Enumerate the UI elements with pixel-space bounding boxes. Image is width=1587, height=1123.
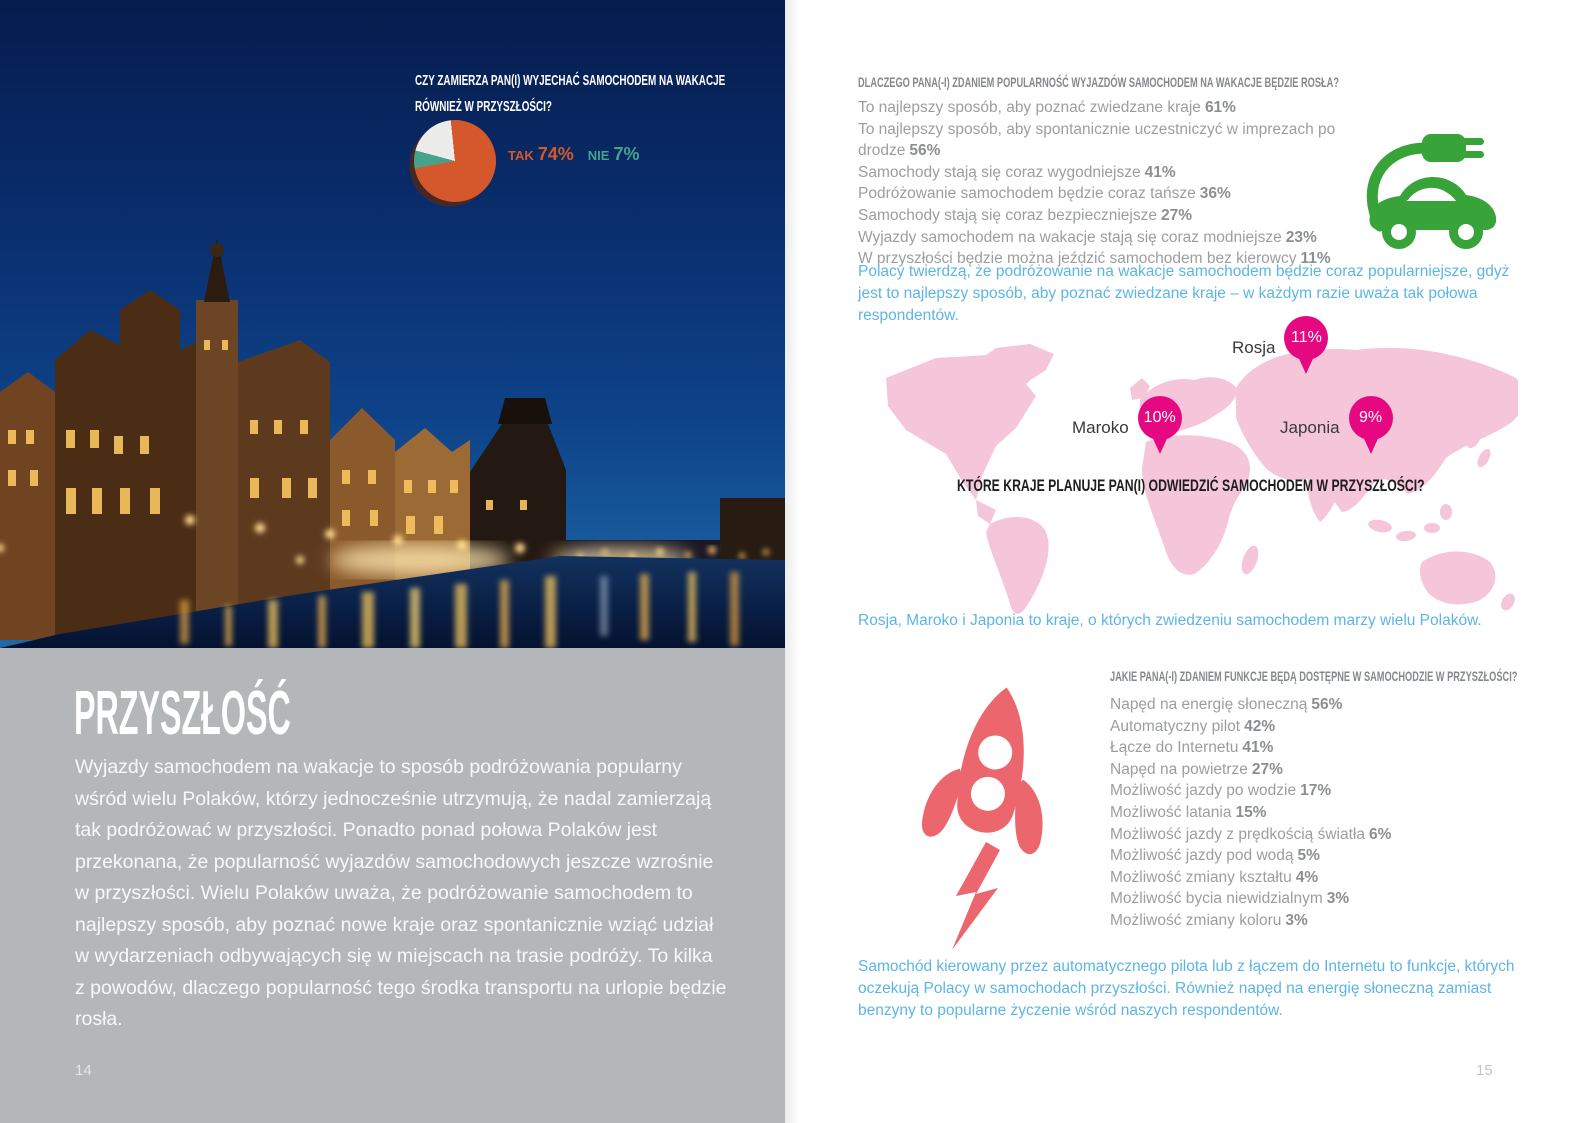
features-list-item [1110,759,1530,781]
reasons-list-item [858,97,1418,119]
feature-label: Możliwość latania [1110,803,1232,821]
map-pin-icon [1349,396,1393,460]
features-heading: JAKIE PANA(-I) ZDANIEM FUNKCJE BĘDĄ DOSTĘPNE W SAMOCHODZIE W PRZYSZŁOŚCI? [1110,668,1518,684]
reason-label: Samochody stają się coraz wygodniejsze [858,163,1141,181]
reasons-list-item [858,183,1418,205]
features-list-item [1110,802,1530,824]
features-summary: Samochód kierowany przez automatycznego pilota lub z łączem do Internetu to funkcje, których oczekują Polacy w samochodach przyszłości. Również napęd na energię słoneczną zamiast benzyny to popularne życzenie wśród naszych respondentów. [858,958,1515,1019]
pie-legend-entry [508,144,574,165]
features-list-item [1110,694,1530,716]
feature-label: Możliwość zmiany kształtu [1110,868,1292,886]
rocket-icon [912,682,1068,954]
map-question: KTÓRE KRAJE PLANUJE PAN(I) ODWIEDZIĆ SAMOCHODEM W PRZYSZŁOŚCI? [957,476,1425,495]
feature-value: 56% [1311,696,1343,713]
features-list-item [1110,824,1530,846]
feature-value: 42% [1244,717,1276,735]
pie-legend [508,144,639,165]
pie-legend-label: TAK [508,148,534,163]
reasons-list-item [858,205,1418,227]
map-pin-japonia [1280,396,1393,460]
reasons-summary: Polacy twierdzą, że podróżowanie na wakacje samochodem będzie coraz popularniejsze, gdyż jest to najlepszy sposób, aby poznać zwiedzane kraje – w każdym razie uważa tak połowa respondentów. [858,263,1510,324]
feature-label: Automatyczny pilot [1110,717,1241,735]
pin-country-label: Maroko [1072,418,1129,437]
page-number-left: 14 [75,1062,92,1079]
feature-label: Możliwość jazdy z prędkością światła [1110,825,1365,843]
pie-legend-value: 74% [537,144,574,164]
photo-survey-question [415,72,785,124]
features-list-item [1110,716,1530,738]
feature-value: 6% [1368,825,1392,843]
feature-value: 5% [1297,847,1320,865]
feature-label: Możliwość jazdy po wodzie [1110,782,1297,800]
features-list-item [1110,888,1530,910]
pie-legend-value: 7% [613,144,640,164]
feature-value: 41% [1242,739,1274,757]
features-list-item [1110,737,1530,759]
feature-label: Napęd na powietrze [1110,760,1248,778]
reason-label: W przyszłości będzie można jeździć samochodem bez kierowcy [858,250,1297,268]
page-spine [785,0,799,1123]
reason-value: 11% [1300,250,1331,268]
feature-label: Możliwość bycia niewidzialnym [1110,890,1323,908]
feature-value: 3% [1285,911,1308,929]
reasons-heading: DLACZEGO PANA(-I) ZDANIEM POPULARNOŚĆ WYJAZDÓW SAMOCHODEM NA WAKACJE BĘDZIE ROSŁA? [858,74,1339,90]
city-night-photo [0,0,785,648]
reasons-list-item [858,162,1418,184]
page-number-right: 15 [1476,1062,1493,1079]
feature-label: Możliwość jazdy pod wodą [1110,847,1294,865]
pin-country-label: Japonia [1280,418,1340,437]
reasons-list-item [858,119,1418,162]
pie-legend-label: NIE [587,148,610,163]
reason-label: To najlepszy sposób, aby spontanicznie uczestniczyć w imprezach po drodze [858,120,1336,160]
reasons-list-item [858,227,1418,249]
map-pin-icon [1284,316,1328,380]
pin-value: 9% [1349,396,1393,440]
features-list-item [1110,780,1530,802]
reason-value: 56% [909,142,941,160]
feature-label: Łącze do Internetu [1110,739,1239,757]
photo-question-line2: RÓWNIEŻ W PRZYSZŁOŚCI? [415,98,552,115]
feature-value: 17% [1300,782,1332,800]
reason-value: 23% [1285,228,1317,246]
map-pin-maroko [1072,396,1182,460]
pie-legend-entry [588,144,640,165]
map-pin-icon [1138,396,1182,460]
reason-label: Wyjazdy samochodem na wakacje stają się coraz modniejsze [858,228,1282,246]
features-list-item [1110,910,1530,932]
features-list-item [1110,845,1530,867]
features-list [1110,694,1530,932]
reason-value: 41% [1144,163,1176,181]
reasons-list [858,97,1418,270]
features-list-item [1110,867,1530,889]
electric-car-icon [1350,130,1502,256]
reason-label: Samochody stają się coraz bezpieczniejsze [858,206,1157,224]
reason-label: Podróżowanie samochodem będzie coraz tańsze [858,185,1196,203]
pin-country-label: Rosja [1232,338,1276,357]
pin-value: 11% [1284,316,1328,360]
intro-paragraph: Wyjazdy samochodem na wakacje to sposób podróżowania popularny wśród wielu Polaków, którzy jednocześnie utrzymują, że nadal zamierzają tak podróżować w przyszłości. Ponadto ponad połowa Polaków jest przekonana, że popularność wyjazdów samochodowych jeszcze wzrośnie w przyszłości. Wielu Polaków uważa, że podróżowanie samochodem to najlepszy sposób, aby poznać nowe kraje oraz spontanicznie wziąć udział w wydarzeniach odbywających się w miejscach na trasie podróży. To kilka z powodów, dlaczego popularność tego środka transportu na urlopie będzie rosła. [75,756,727,1030]
photo-question-line1: CZY ZAMIERZA PAN(I) WYJECHAĆ SAMOCHODEM NA WAKACJE [415,72,726,89]
reason-value: 36% [1199,185,1231,203]
feature-value: 15% [1235,803,1267,821]
pin-value: 10% [1138,396,1182,440]
section-title: PRZYSZŁOŚĆ [74,679,291,748]
reason-value: 27% [1160,206,1192,224]
feature-label: Możliwość zmiany koloru [1110,911,1282,929]
feature-value: 4% [1295,868,1319,886]
feature-value: 27% [1251,760,1283,778]
feature-value: 3% [1326,890,1350,908]
reason-label: To najlepszy sposób, aby poznać zwiedzane kraje [858,99,1201,116]
map-summary: Rosja, Maroko i Japonia to kraje, o których zwiedzeniu samochodem marzy wielu Polaków. [858,612,1482,629]
feature-label: Napęd na energię słoneczną [1110,696,1308,713]
reason-value: 61% [1204,99,1236,116]
map-pin-rosja [1232,316,1328,380]
